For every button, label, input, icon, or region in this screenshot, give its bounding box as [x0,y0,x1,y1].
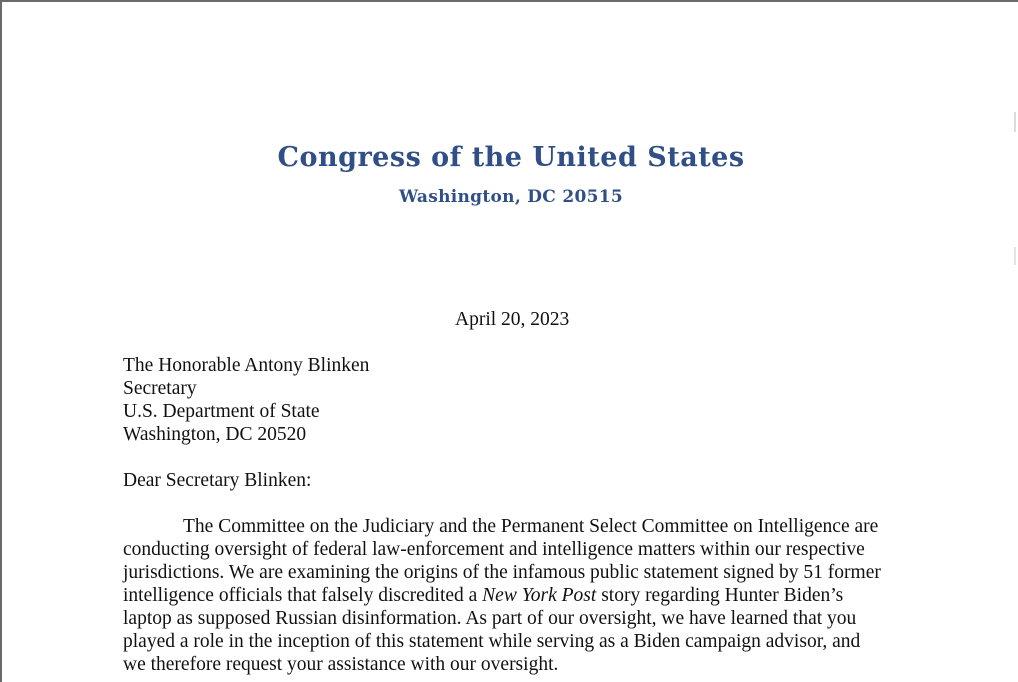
letterhead-subtitle: Washington, DC 20515 [399,187,623,207]
scan-artifact [1014,247,1016,265]
paragraph-text: story regarding Hunter Biden’s [596,585,844,606]
paragraph-line: laptop as supposed Russian disinformation. As part of our oversight, we have learned that you [123,608,857,629]
paragraph-line: jurisdictions. We are examining the origins of the infamous public statement signed by 51 former [123,562,881,583]
recipient-address: Washington, DC 20520 [123,424,307,445]
paragraph-line: conducting oversight of federal law-enforcement and intelligence matters within our respective [123,539,865,560]
paragraph-line: played a role in the inception of this statement while serving as a Biden campaign advisor, and [123,631,861,652]
paragraph-line: The Committee on the Judiciary and the Permanent Select Committee on Intelligence are [183,516,879,537]
recipient-department: U.S. Department of State [123,401,320,422]
recipient-title: Secretary [123,378,197,399]
paragraph-line: we therefore request your assistance with our oversight. [123,654,559,675]
publication-name: New York Post [482,585,597,606]
paragraph-text: intelligence officials that falsely discredited a [123,585,483,606]
letter-date: April 20, 2023 [455,309,570,330]
paragraph-line [123,584,843,607]
letterhead-title: Congress of the United States [277,142,745,173]
salutation: Dear Secretary Blinken: [123,470,312,491]
recipient-name: The Honorable Antony Blinken [123,355,370,376]
scan-artifact [1014,112,1016,132]
